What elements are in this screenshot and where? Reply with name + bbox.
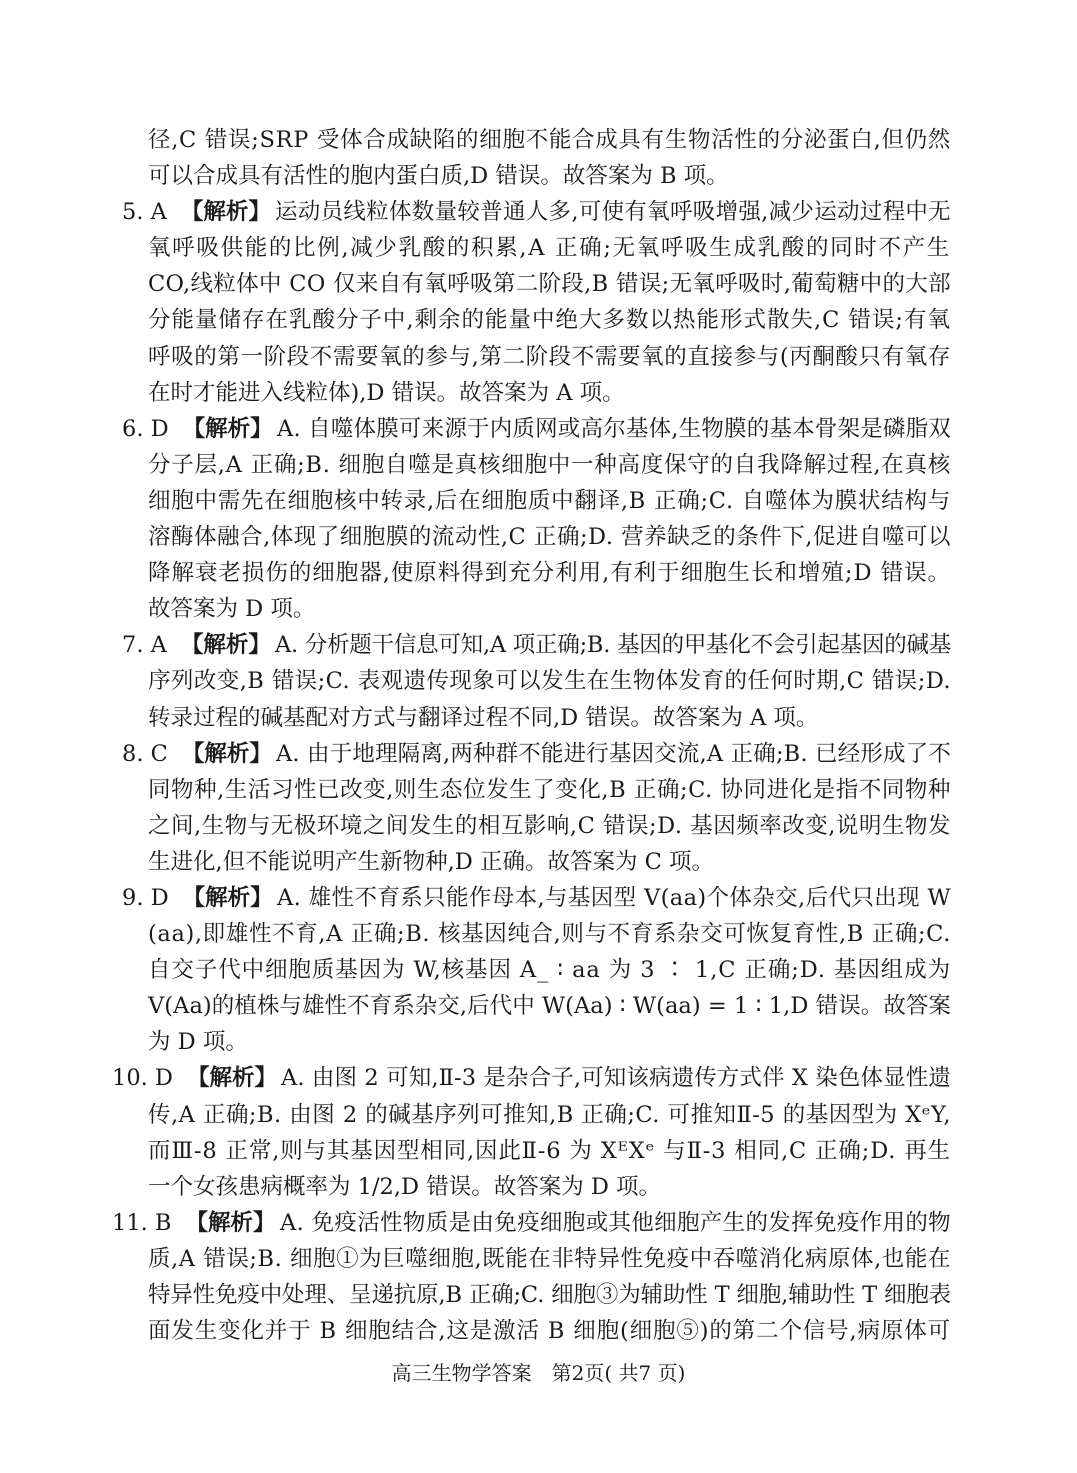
line-text: 细胞中需先在细胞核中转录,后在细胞质中翻译,B 正确;C. 自噬体为膜状结构与 — [148, 487, 952, 514]
text-line — [0, 266, 1077, 302]
line-text: CO,线粒体中 CO 仅来自有氧呼吸第二阶段,B 错误;无氧呼吸时,葡萄糖中的大部 — [148, 271, 951, 298]
analysis-tag: 【解析】 — [181, 740, 272, 767]
text-line — [0, 1277, 1077, 1313]
text-line — [0, 916, 1077, 952]
answer-item — [0, 627, 1077, 735]
line-text: A. 由图 2 可知,Ⅱ-3 是杂合子,可知该病遗传方式伴 X 染色体显性遗 — [281, 1065, 951, 1092]
question-number: 11. B 【解析】 — [112, 1209, 276, 1236]
text-line — [0, 952, 1077, 988]
answer-item — [0, 194, 1077, 411]
line-text: 运动员线粒体数量较普通人多,可使有氧呼吸增强,减少运动过程中无 — [275, 199, 951, 226]
analysis-tag: 【解析】 — [182, 884, 273, 911]
text-line — [0, 1241, 1077, 1277]
analysis-tag: 【解析】 — [180, 199, 271, 226]
line-text: 呼吸的第一阶段不需要氧的参与,第二阶段不需要氧的直接参与(丙酮酸只有氧存 — [148, 343, 951, 370]
line-text: 而Ⅲ-8 正常,则与其基因型相同,因此Ⅱ-6 为 XᴱXᵉ 与Ⅱ-3 相同,C 正确;D. 再生 — [148, 1137, 951, 1164]
text-line — [0, 411, 1077, 447]
line-text: 之间,生物与无极环境之间发生的相互影响,C 错误;D. 基因频率改变,说明生物发 — [148, 812, 952, 839]
line-text: 同物种,生活习性已改变,则生态位发生了变化,B 正确;C. 协同进化是指不同物种 — [148, 776, 951, 803]
line-text: A. 免疫活性物质是由免疫细胞或其他细胞产生的发挥免疫作用的物 — [280, 1209, 952, 1236]
answer-item — [0, 411, 1077, 628]
line-text: 故答案为 D 项。 — [148, 596, 316, 623]
line-text: 可以合成具有活性的胞内蛋白质,D 错误。故答案为 B 项。 — [148, 163, 729, 190]
line-text: A. 由于地理隔离,两种群不能进行基因交流,A 正确;B. 已经形成了不 — [276, 740, 951, 767]
line-text: A. 分析题干信息可知,A 项正确;B. 基因的甲基化不会引起基因的碱基 — [275, 632, 951, 659]
line-text: (aa),即雄性不育,A 正确;B. 核基因纯合,则与不育系杂交可恢复育性,B 正确;C. — [148, 921, 951, 948]
answer-item — [0, 1060, 1077, 1204]
question-number: 9. D 【解析】 — [122, 884, 273, 911]
text-line — [0, 591, 1077, 627]
text-line — [0, 302, 1077, 338]
text-line — [0, 483, 1077, 519]
line-text: V(Aa)的植株与雄性不育系杂交,后代中 W(Aa) ∶ W(aa) = 1 ∶ 1,D 错误。故答案 — [148, 993, 951, 1020]
text-line — [0, 339, 1077, 375]
text-line — [0, 700, 1077, 736]
text-line — [0, 844, 1077, 880]
text-line — [0, 1097, 1077, 1133]
analysis-tag: 【解析】 — [182, 415, 273, 442]
page-footer: 高三生物学答案 第2页( 共7 页) — [391, 1361, 686, 1385]
line-text: 生进化,但不能说明产生新物种,D 正确。故答案为 C 项。 — [148, 848, 715, 875]
text-line — [0, 1060, 1077, 1096]
line-text: A. 雄性不育系只能作母本,与基因型 V(aa)个体杂交,后代只出现 W — [277, 884, 951, 911]
text-line — [0, 447, 1077, 483]
text-line — [0, 1169, 1077, 1205]
continuation-paragraph — [0, 122, 1077, 194]
line-text: 转录过程的碱基配对方式与翻译过程不同,D 错误。故答案为 A 项。 — [148, 704, 819, 731]
answer-item — [0, 880, 1077, 1060]
text-line — [0, 519, 1077, 555]
analysis-tag: 【解析】 — [186, 1065, 277, 1092]
text-line — [0, 555, 1077, 591]
line-text: 径,C 错误;SRP 受体合成缺陷的细胞不能合成具有生物活性的分泌蛋白,但仍然 — [148, 127, 952, 153]
text-line — [0, 988, 1077, 1024]
line-text: 序列改变,B 错误;C. 表观遗传现象可以发生在生物体发育的任何时期,C 错误;D. — [148, 668, 951, 695]
text-line — [0, 736, 1077, 772]
line-text: A. 自噬体膜可来源于内质网或高尔基体,生物膜的基本骨架是磷脂双 — [277, 415, 951, 442]
text-line — [0, 880, 1077, 916]
text-line — [0, 230, 1077, 266]
text-line — [0, 663, 1077, 699]
line-text: 分子层,A 正确;B. 细胞自噬是真核细胞中一种高度保守的自我降解过程,在真核 — [148, 451, 951, 478]
answer-document — [0, 122, 1077, 1349]
text-line — [0, 1024, 1077, 1060]
text-line — [0, 1313, 1077, 1349]
question-number: 6. D 【解析】 — [122, 415, 273, 442]
line-text: 在时才能进入线粒体),D 错误。故答案为 A 项。 — [148, 379, 625, 406]
line-text: 自交子代中细胞质基因为 W,核基因 A_ ∶ aa 为 3 ∶ 1,C 正确;D. 基因组成为 — [148, 957, 952, 984]
text-line — [0, 375, 1077, 411]
line-text: 降解衰老损伤的细胞器,使原料得到充分利用,有利于细胞生长和增殖;D 错误。 — [148, 560, 952, 587]
line-text: 特异性免疫中处理、呈递抗原,B 正确;C. 细胞③为辅助性 T 细胞,辅助性 T 细胞表 — [148, 1282, 952, 1308]
text-line — [0, 122, 1077, 158]
line-text: 面发生变化并于 B 细胞结合,这是激活 B 细胞(细胞⑤)的第二个信号,病原体可 — [148, 1318, 951, 1345]
question-number: 8. C 【解析】 — [122, 740, 272, 767]
text-line — [0, 194, 1077, 230]
line-text: 一个女孩患病概率为 1/2,D 错误。故答案为 D 项。 — [148, 1173, 662, 1200]
answer-item — [0, 736, 1077, 880]
line-text: 溶酶体融合,体现了细胞膜的流动性,C 正确;D. 营养缺乏的条件下,促进自噬可以 — [148, 524, 952, 551]
text-line — [0, 808, 1077, 844]
line-text: 分能量储存在乳酸分子中,剩余的能量中绝大多数以热能形式散失,C 错误;有氧 — [148, 307, 951, 334]
text-line — [0, 772, 1077, 808]
question-number: 10. D 【解析】 — [112, 1065, 277, 1092]
text-line — [0, 627, 1077, 663]
text-line — [0, 1205, 1077, 1241]
analysis-tag: 【解析】 — [185, 1209, 276, 1236]
answer-item — [0, 1205, 1077, 1349]
question-number: 5. A 【解析】 — [122, 199, 271, 226]
line-text: 为 D 项。 — [148, 1029, 248, 1056]
text-line — [0, 1133, 1077, 1169]
line-text: 氧呼吸供能的比例,减少乳酸的积累,A 正确;无氧呼吸生成乳酸的同时不产生 — [148, 235, 951, 262]
text-line — [0, 158, 1077, 194]
question-number: 7. A 【解析】 — [122, 632, 271, 659]
analysis-tag: 【解析】 — [180, 632, 271, 659]
line-text: 传,A 正确;B. 由图 2 的碱基序列可推知,B 正确;C. 可推知Ⅱ-5 的基因型为 XᵉY, — [148, 1101, 952, 1128]
line-text: 质,A 错误;B. 细胞①为巨噬细胞,既能在非特异性免疫中吞噬消化病原体,也能在 — [148, 1245, 951, 1272]
